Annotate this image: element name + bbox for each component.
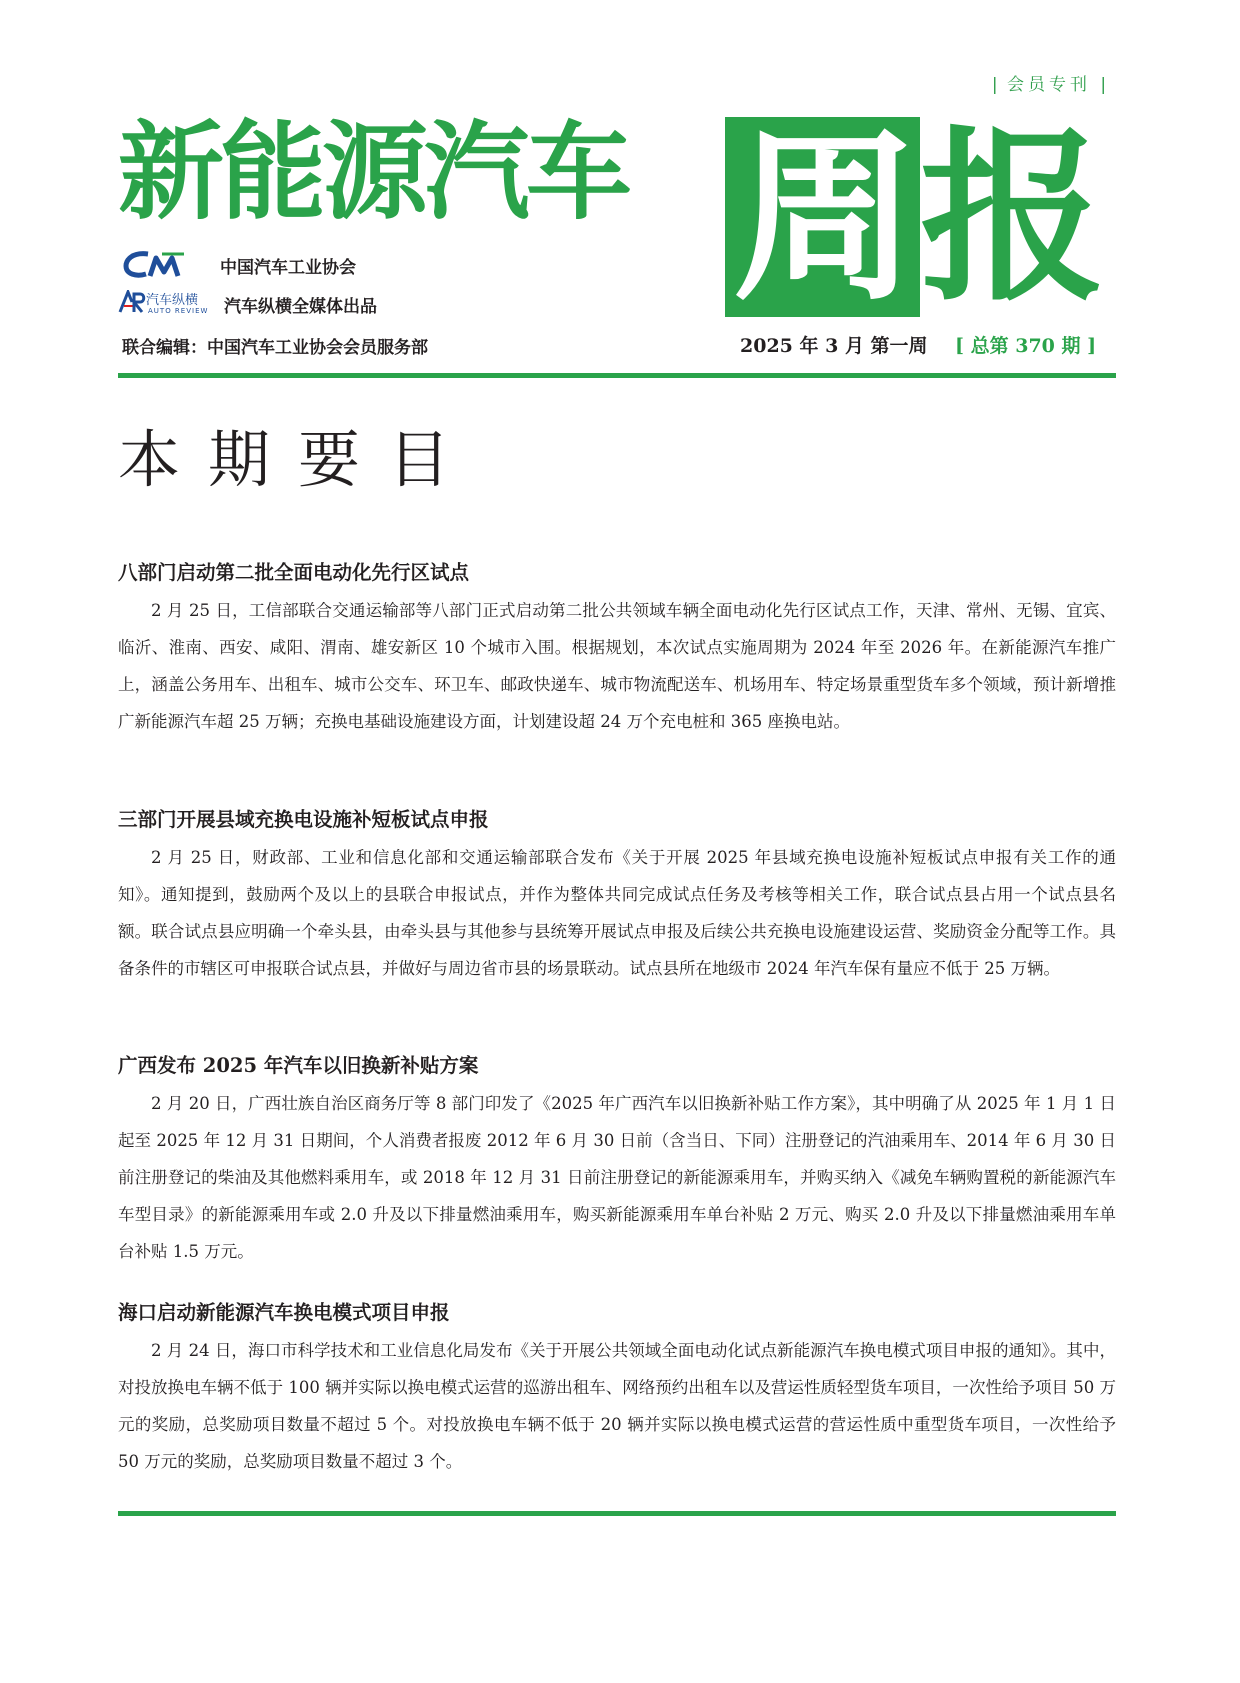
- auto-review-logo-cn: 汽车纵横: [146, 293, 199, 308]
- tag-bar-left: |: [991, 75, 998, 95]
- footer-divider: [118, 1511, 1116, 1516]
- auto-review-logo-icon: [118, 290, 218, 318]
- article-item: [118, 1298, 1116, 1480]
- caam-logo-icon: [118, 250, 214, 280]
- article-body: 2 月 25 日，财政部、工业和信息化部和交通运输部联合发布《关于开展 2025 年县域充换电设施补短板试点申报有关工作的通知》。通知提到，鼓励两个及以上的县联合申报试点，并作为整体共同完成试点任务及考核等相关工作，联合试点县占用一个试点县名额。联合试点县应明确一个牵头县，由牵头县与其他参与县统筹开展试点申报及后续公共充换电设施建设运营、奖励资金分配等工作。具备条件的市辖区可申报联合试点县，并做好与周边省市县的场景联动。试点县所在地级市 2024 年汽车保有量应不低于 25 万辆。: [118, 848, 1116, 978]
- article-item: [118, 1051, 1116, 1270]
- article-body: 2 月 20 日，广西壮族自治区商务厅等 8 部门印发了《2025 年广西汽车以旧换新补贴工作方案》，其中明确了从 2025 年 1 月 1 日起至 2025 年 12 月 31 日期间，个人消费者报废 2012 年 6 月 30 日前（含当日、下同）注册登记的汽油乘用车、2014 年 6 月 30 日前注册登记的柴油及其他燃料乘用车，或 2018 年 12 月 31 日前注册登记的新能源乘用车，并购买纳入《减免车辆购置税的新能源汽车车型目录》的新能源乘用车或 2.0 升及以下排量燃油乘用车，购买新能源乘用车单台补贴 2 万元、购买 2.0 升及以下排量燃油乘用车单台补贴 1.5 万元。: [118, 1094, 1116, 1261]
- auto-review-org-name: 汽车纵横全媒体出品: [224, 296, 377, 317]
- masthead-zhou: 周: [733, 108, 918, 326]
- tag-bar-right: |: [1100, 75, 1107, 95]
- article-item: [118, 805, 1116, 987]
- total-issue-number: [ 总第 370 期 ]: [955, 335, 1097, 357]
- auto-review-logo-row: [118, 290, 377, 318]
- article-title: 海口启动新能源汽车换电模式项目申报: [118, 1301, 450, 1324]
- joint-editor-line: 联合编辑：中国汽车工业协会会员服务部: [122, 338, 428, 358]
- masthead-title: 新能源汽车: [118, 111, 628, 234]
- member-edition-tag: [990, 70, 1108, 95]
- caam-logo-row: [118, 250, 356, 280]
- caam-org-name: 中国汽车工业协会: [220, 257, 356, 278]
- header-divider: [118, 373, 1116, 378]
- article-title: 八部门启动第二批全面电动化先行区试点: [118, 561, 470, 584]
- article-title: 广西发布 2025 年汽车以旧换新补贴方案: [118, 1054, 479, 1077]
- masthead-zhou-box: [725, 108, 920, 326]
- article-body: 2 月 24 日，海口市科学技术和工业信息化局发布《关于开展公共领域全面电动化试点新能源汽车换电模式项目申报的通知》。其中，对投放换电车辆不低于 100 辆并实际以换电模式运营的巡游出租车、网络预约出租车以及营运性质轻型货车项目，一次性给予项目 50 万元的奖励，总奖励项目数量不超过 5 个。对投放换电车辆不低于 20 辆并实际以换电模式运营的营运性质中重型货车项目，一次性给予 50 万元的奖励，总奖励项目数量不超过 3 个。: [118, 1341, 1116, 1471]
- section-title: 本期要目: [118, 423, 479, 496]
- masthead-bao: 报: [920, 108, 1105, 326]
- member-tag-text: 会员专刊: [1007, 75, 1091, 95]
- article-item: [118, 558, 1116, 740]
- issue-date: 2025 年 3 月 第一周: [740, 335, 928, 357]
- auto-review-logo-en: AUTO REVIEW: [148, 307, 209, 315]
- article-body: 2 月 25 日，工信部联合交通运输部等八部门正式启动第二批公共领域车辆全面电动化先行区试点工作，天津、常州、无锡、宜宾、临沂、淮南、西安、咸阳、渭南、雄安新区 10 个城市入围。根据规划，本次试点实施周期为 2024 年至 2026 年。在新能源汽车推广上，涵盖公务用车、出租车、城市公交车、环卫车、邮政快递车、城市物流配送车、机场用车、特定场景重型货车多个领域，预计新增推广新能源汽车超 25 万辆；充换电基础设施建设方面，计划建设超 24 万个充电桩和 365 座换电站。: [118, 601, 1116, 731]
- article-title: 三部门开展县域充换电设施补短板试点申报: [118, 808, 489, 831]
